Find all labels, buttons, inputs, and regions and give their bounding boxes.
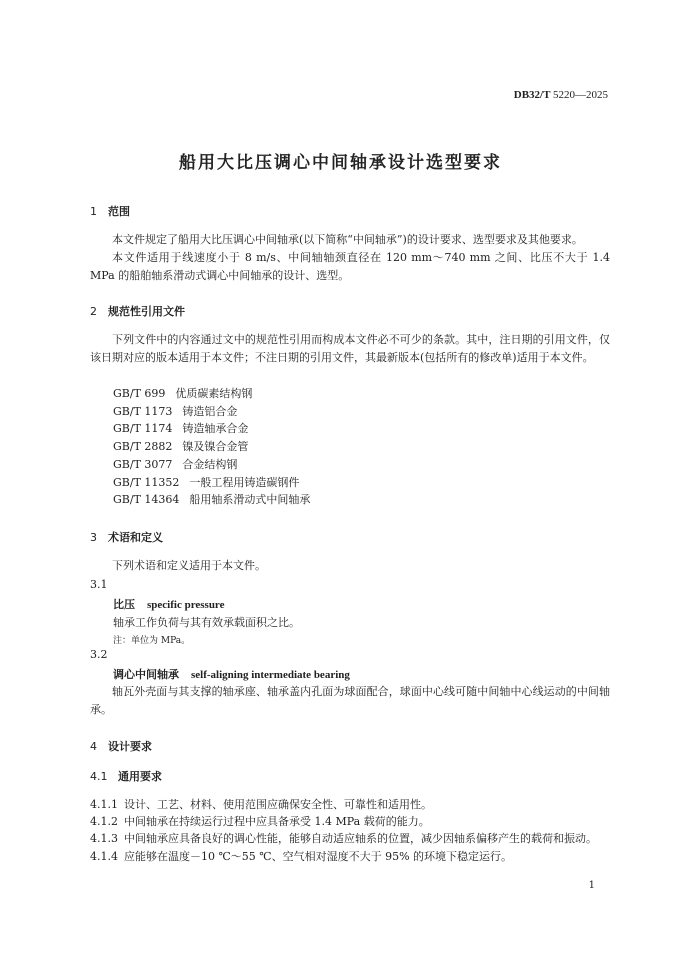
clause-item [90, 830, 597, 846]
term-english: self-aligning intermediate bearing [191, 669, 350, 681]
reference-item [113, 385, 310, 403]
term-number: 3.1 [90, 578, 108, 591]
reference-item [113, 491, 310, 509]
reference-code: GB/T 3077 [113, 457, 173, 471]
reference-code: GB/T 699 [113, 387, 166, 400]
term-chinese: 调心中间轴承 [113, 668, 179, 681]
term-note: 注：单位为 MPa。 [113, 636, 191, 646]
section-1-heading [90, 203, 130, 219]
term-definition: 轴承工作负荷与其有效承载面积之比。 [113, 616, 300, 629]
reference-item [113, 403, 310, 421]
section-2-heading [90, 303, 185, 319]
reference-item [113, 420, 310, 438]
section-number: 4 [90, 740, 97, 753]
subsection-title: 通用要求 [118, 770, 162, 783]
section-4-heading [90, 738, 152, 754]
standard-code [514, 89, 608, 101]
section-3-heading [90, 529, 163, 545]
reference-item [113, 474, 310, 492]
section-1-paragraph-1: 本文件规定了船用大比压调心中间轴承(以下简称“中间轴承”)的设计要求、选型要求及其他要求。 [112, 233, 583, 246]
term-definition: 轴瓦外壳面与其支撑的轴承座、轴承盖内孔面为球面配合，球面中心线可随中间轴中心线运动的中间轴承。 [90, 685, 610, 716]
term-heading [113, 666, 350, 682]
reference-title: 铸造轴承合金 [182, 422, 249, 436]
term-chinese: 比压 [113, 598, 135, 611]
page-number: 1 [588, 880, 595, 891]
clause-item [90, 796, 432, 812]
reference-title: 镍及镍合金管 [182, 440, 249, 454]
reference-title: 合金结构钢 [182, 457, 238, 471]
section-title: 范围 [108, 205, 130, 218]
section-2-paragraph: 下列文件中的内容通过文中的规范性引用而构成本文件必不可少的条款。其中，注日期的引用文件，仅该日期对应的版本适用于本文件；不注日期的引用文件，其最新版本(包括所有的修改单)适用于本文件。 [90, 333, 610, 364]
section-number: 2 [90, 305, 97, 318]
clause-number: 4.1.2 [90, 815, 118, 828]
clause-item [90, 848, 512, 864]
section-1-paragraph-2: 本文件适用于线速度小于 8 m/s、中间轴轴颈直径在 120 mm～740 mm 之间、比压不大于 1.4 MPa 的船舶轴系滑动式调心中间轴承的设计、选型。 [90, 251, 610, 282]
reference-title: 优质碳素结构钢 [175, 387, 253, 400]
clause-text: 应能够在温度－10 ℃～55 ℃、空气相对湿度不大于 95% 的环境下稳定运行。 [124, 850, 513, 863]
normative-reference-list [113, 385, 310, 509]
clause-text: 中间轴承应具备良好的调心性能，能够自动适应轴系的位置，减少因轴系偏移产生的载荷和振动。 [124, 832, 597, 845]
standard-code-year: 5220—2025 [553, 89, 608, 101]
reference-code: GB/T 14364 [113, 493, 180, 507]
section-title: 规范性引用文件 [108, 305, 185, 318]
reference-title: 铸造铝合金 [182, 404, 238, 418]
reference-code: GB/T 2882 [113, 440, 173, 454]
reference-code: GB/T 1173 [113, 404, 173, 418]
clause-text: 设计、工艺、材料、使用范围应确保安全性、可靠性和适用性。 [124, 798, 432, 811]
term-heading [113, 596, 225, 612]
section-title: 设计要求 [108, 740, 152, 753]
reference-code: GB/T 1174 [113, 422, 173, 436]
subsection-4-1-heading [90, 768, 162, 784]
clause-text: 中间轴承在持续运行过程中应具备承受 1.4 MPa 载荷的能力。 [124, 815, 430, 828]
reference-item [113, 438, 310, 456]
section-number: 3 [90, 531, 97, 544]
standard-code-prefix: DB32/T [513, 89, 551, 101]
reference-code: GB/T 11352 [113, 475, 180, 489]
clause-number: 4.1.1 [90, 798, 118, 811]
section-title: 术语和定义 [108, 531, 163, 544]
reference-title: 一般工程用铸造碳钢件 [189, 475, 300, 489]
reference-title: 船用轴系滑动式中间轴承 [189, 493, 311, 507]
term-number: 3.2 [90, 648, 108, 661]
subsection-number: 4.1 [90, 770, 108, 783]
clause-number: 4.1.4 [90, 850, 118, 863]
document-title: 船用大比压调心中间轴承设计选型要求 [179, 153, 502, 173]
reference-item [113, 456, 310, 474]
clause-item [90, 813, 430, 829]
section-3-intro: 下列术语和定义适用于本文件。 [112, 559, 266, 572]
term-english: specific pressure [147, 599, 225, 611]
section-number: 1 [90, 205, 97, 218]
clause-number: 4.1.3 [90, 832, 118, 845]
